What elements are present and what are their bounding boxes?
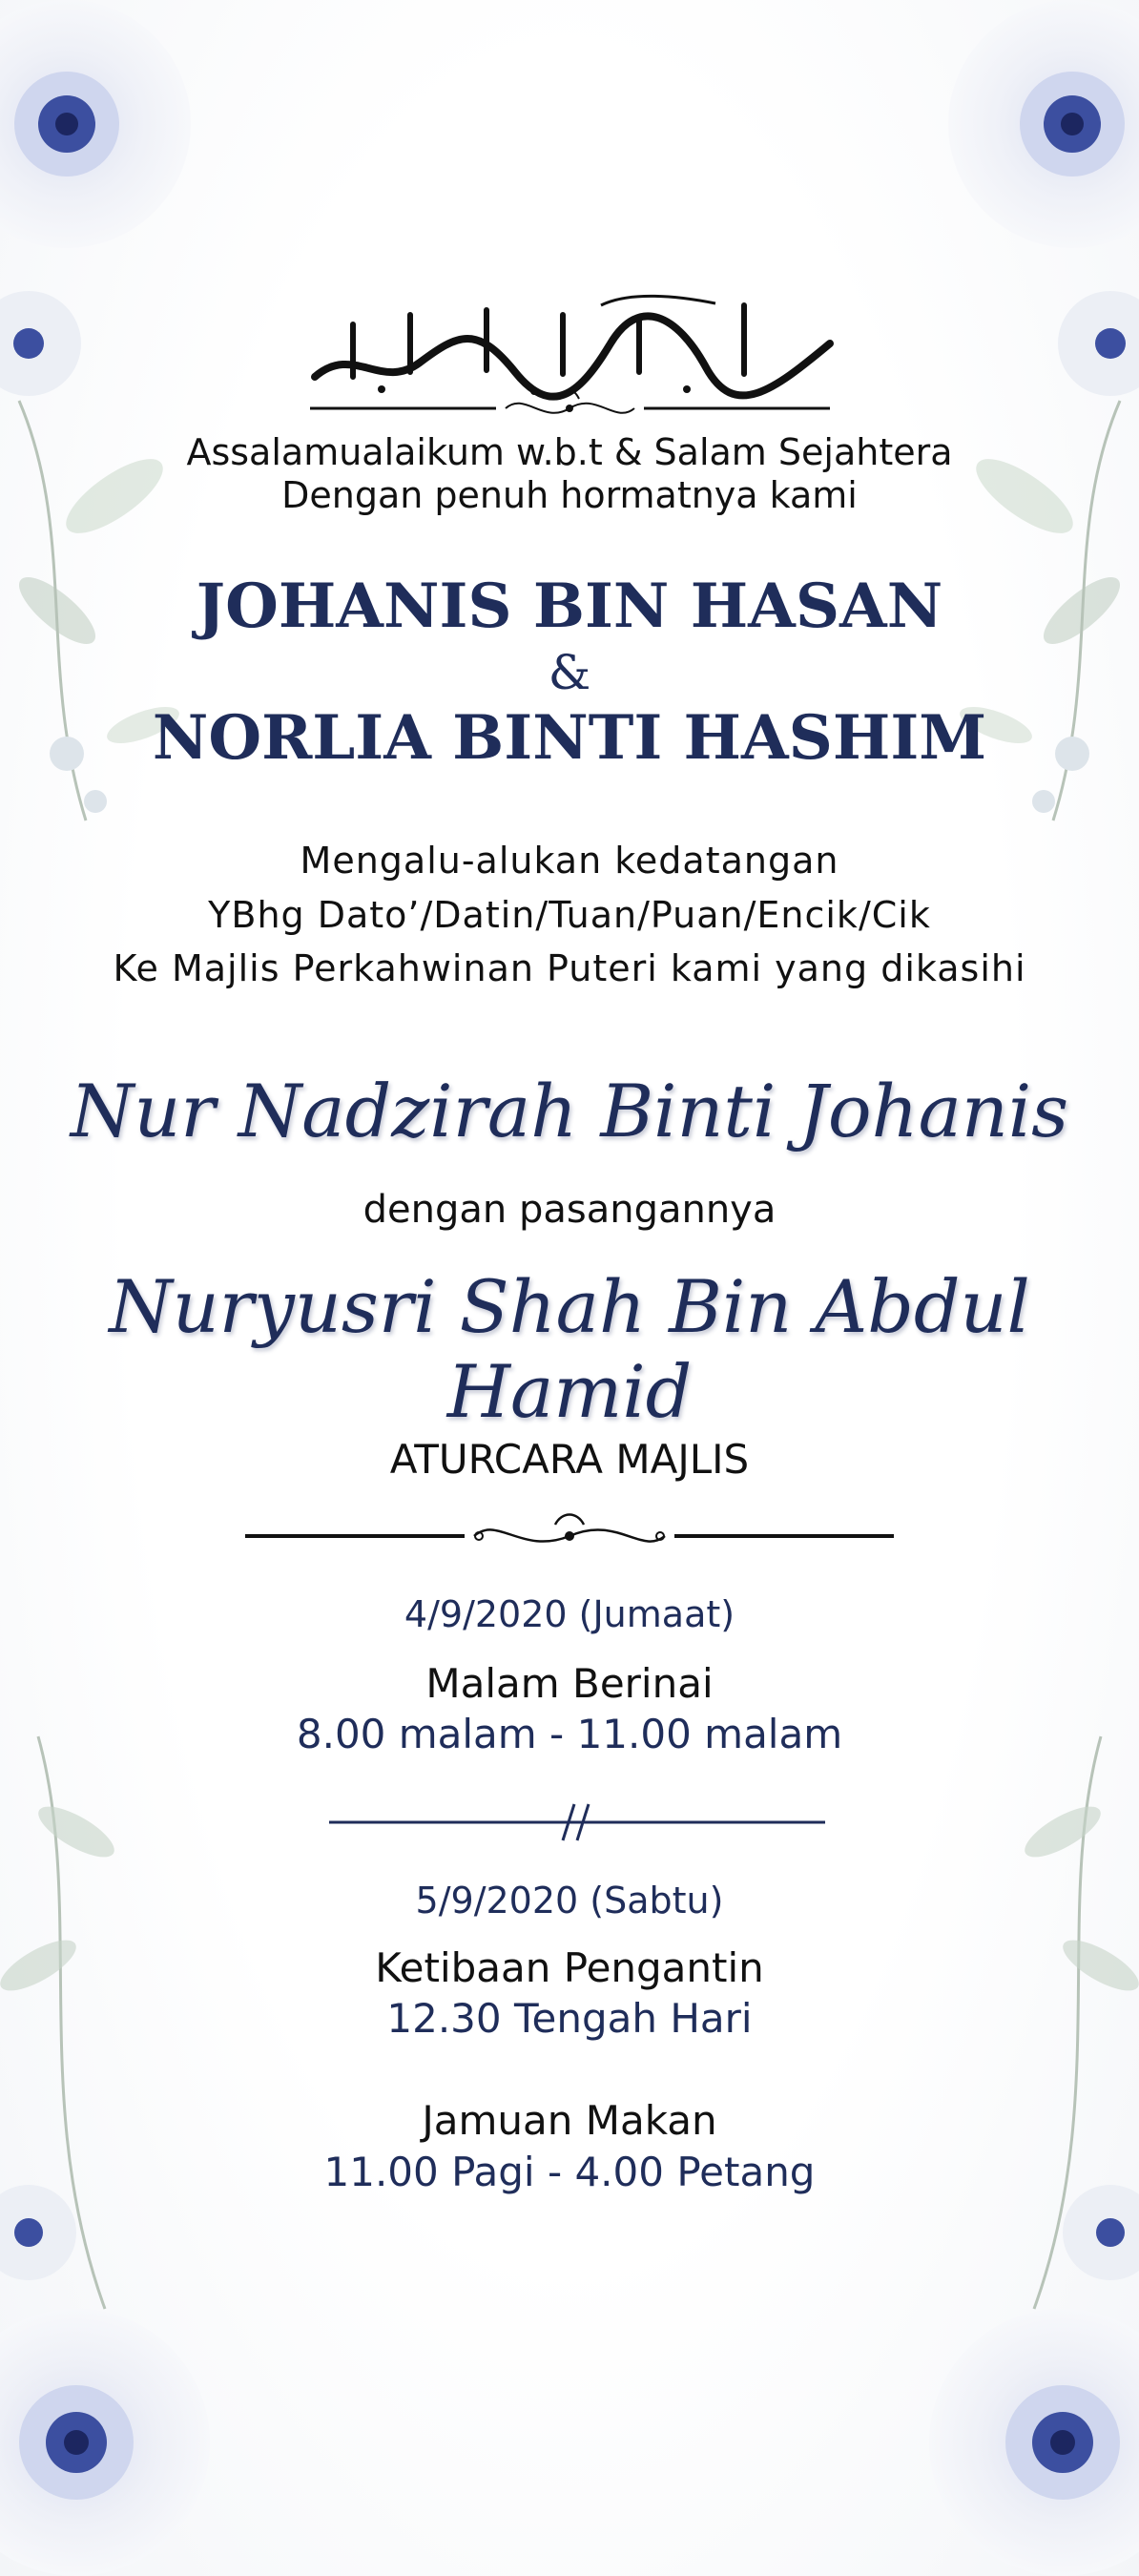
- schedule-divider-ornament: [245, 1506, 894, 1563]
- groom-name: Nuryusri Shah Bin Abdul Hamid: [109, 1264, 1030, 1434]
- day1-time: 8.00 malam - 11.00 malam: [296, 1711, 843, 1757]
- greeting-text: Assalamualaikum w.b.t & Salam Sejahtera: [186, 431, 953, 473]
- day2-event2: Jamuan Makan: [422, 2097, 717, 2144]
- day2-date: 5/9/2020 (Sabtu): [415, 1880, 724, 1922]
- mother-name: NORLIA BINTI HASHIM: [152, 702, 987, 774]
- floral-bottom-left-decoration: [0, 1717, 324, 2576]
- day2-time2: 11.00 Pagi - 4.00 Petang: [323, 2149, 816, 2195]
- top-divider-ornament: [310, 382, 830, 429]
- father-name: JOHANIS BIN HASAN: [196, 571, 943, 642]
- welcome-line-2: YBhg Dato’/Datin/Tuan/Puan/Encik/Cik: [208, 894, 931, 936]
- day1-date: 4/9/2020 (Jumaat): [404, 1593, 735, 1635]
- floral-bottom-right-decoration: [815, 1717, 1139, 2576]
- schedule-title: ATURCARA MAJLIS: [389, 1436, 750, 1483]
- day1-event: Malam Berinai: [425, 1660, 714, 1707]
- couple-joiner: dengan pasangannya: [362, 1188, 777, 1232]
- day-separator: [329, 1798, 825, 1846]
- day2-event1: Ketibaan Pengantin: [375, 1944, 764, 1991]
- intro-text: Dengan penuh hormatnya kami: [281, 474, 858, 516]
- welcome-line-1: Mengalu-alukan kedatangan: [300, 840, 839, 882]
- bride-name: Nur Nadzirah Binti Johanis: [70, 1069, 1069, 1153]
- welcome-line-3: Ke Majlis Perkahwinan Puteri kami yang dikasihi: [113, 947, 1026, 989]
- day2-time1: 12.30 Tengah Hari: [386, 1995, 753, 2042]
- ampersand: &: [548, 645, 591, 700]
